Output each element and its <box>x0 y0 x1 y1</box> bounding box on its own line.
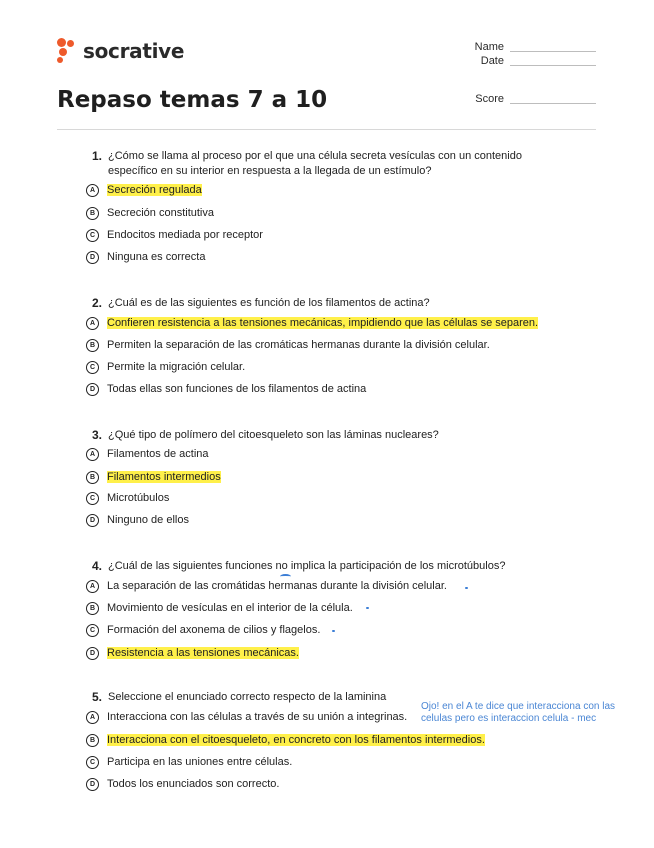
option-b[interactable] <box>86 732 485 748</box>
option-letter-badge: D <box>86 647 99 660</box>
option-letter-badge: B <box>86 207 99 220</box>
annotation-note <box>421 701 615 725</box>
handwritten-dot-mark <box>332 630 335 632</box>
option-text: Secreción regulada <box>107 184 202 196</box>
option-letter-badge: B <box>86 471 99 484</box>
handwritten-dot-mark <box>366 607 369 609</box>
option-letter-badge: D <box>86 778 99 791</box>
name-line[interactable] <box>510 51 596 52</box>
question-text: ¿Cuál es de las siguientes es función de los filamentos de actina? <box>108 297 430 309</box>
option-d[interactable] <box>86 645 299 661</box>
handwritten-dot-mark <box>465 587 468 589</box>
option-d[interactable] <box>86 249 205 265</box>
socrative-logo <box>57 38 184 64</box>
option-text: Microtúbulos <box>107 492 170 504</box>
question-number: 3. <box>91 428 102 442</box>
option-text: Movimiento de vesículas en el interior de la célula. <box>107 602 353 614</box>
option-letter-badge: D <box>86 383 99 396</box>
option-letter-badge: C <box>86 492 99 505</box>
option-text: Filamentos de actina <box>107 448 209 460</box>
question-number: 2. <box>91 296 102 310</box>
option-text: Confieren resistencia a las tensiones mecánicas, impidiendo que las células se separen. <box>107 317 539 329</box>
option-letter-badge: C <box>86 624 99 637</box>
option-c[interactable] <box>86 622 320 638</box>
option-text: Ninguna es correcta <box>107 251 206 263</box>
option-a[interactable] <box>86 578 447 594</box>
score-field[interactable] <box>462 93 596 105</box>
question-text-line: específico en su interior en respuesta a la llegada de un estímulo? <box>108 165 432 177</box>
option-letter-badge: C <box>86 756 99 769</box>
option-text: Todas ellas son funciones de los filamentos de actina <box>107 383 367 395</box>
header-divider <box>57 129 596 130</box>
question-text: ¿Cuál de las siguientes funciones no implica la participación de los microtúbulos? <box>108 560 506 572</box>
option-text: Secreción constitutiva <box>107 207 214 219</box>
option-a[interactable] <box>86 315 538 331</box>
option-text: Permite la migración celular. <box>107 361 246 373</box>
option-c[interactable] <box>86 359 245 375</box>
option-d[interactable] <box>86 381 366 397</box>
option-letter-badge: C <box>86 229 99 242</box>
option-letter-badge: B <box>86 339 99 352</box>
name-label: Name <box>474 41 504 53</box>
socrative-logo-icon <box>57 38 79 64</box>
brand-name: socrative <box>83 39 185 63</box>
page-title: Repaso temas 7 a 10 <box>57 87 328 113</box>
option-letter-badge: A <box>86 184 99 197</box>
score-line[interactable] <box>510 103 596 104</box>
option-letter-badge: A <box>86 711 99 724</box>
option-text: Filamentos intermedios <box>107 471 221 483</box>
option-a[interactable] <box>86 709 407 725</box>
option-text: Participa en las uniones entre células. <box>107 756 293 768</box>
option-letter-badge: D <box>86 251 99 264</box>
option-text: Formación del axonema de cilios y flagelos. <box>107 624 321 636</box>
option-letter-badge: B <box>86 602 99 615</box>
question-text: ¿Qué tipo de polímero del citoesqueleto son las láminas nucleares? <box>108 429 439 441</box>
option-text: Interacciona con las células a través de su unión a integrinas. <box>107 711 408 723</box>
score-label: Score <box>475 93 504 105</box>
question-number: 1. <box>91 149 102 163</box>
option-c[interactable] <box>86 490 169 506</box>
option-b[interactable] <box>86 600 353 616</box>
option-text: Permiten la separación de las cromáticas hermanas durante la división celular. <box>107 339 490 351</box>
option-a[interactable] <box>86 446 209 462</box>
question-text <box>108 149 522 179</box>
date-field[interactable] <box>462 55 596 67</box>
option-a[interactable] <box>86 182 202 198</box>
question-number: 4. <box>91 559 102 573</box>
annotation-note-line: Ojo! en el A te dice que interacciona con las <box>421 701 616 712</box>
option-letter-badge: A <box>86 448 99 461</box>
question-text-line: ¿Cómo se llama al proceso por el que una célula secreta vesículas con un contenido <box>108 150 522 162</box>
option-text: Endocitos mediada por receptor <box>107 229 263 241</box>
name-field[interactable] <box>462 41 596 53</box>
annotation-note-line: celulas pero es interaccion celula - mec <box>421 713 597 724</box>
option-b[interactable] <box>86 205 214 221</box>
option-text: Resistencia a las tensiones mecánicas. <box>107 647 299 659</box>
option-b[interactable] <box>86 469 221 485</box>
option-letter-badge: C <box>86 361 99 374</box>
option-text: La separación de las cromátidas hermanas durante la división celular. <box>107 580 447 592</box>
option-d[interactable] <box>86 512 189 528</box>
option-d[interactable] <box>86 776 279 792</box>
date-label: Date <box>480 55 504 67</box>
option-letter-badge: A <box>86 580 99 593</box>
option-c[interactable] <box>86 754 292 770</box>
option-letter-badge: D <box>86 514 99 527</box>
question-text: Seleccione el enunciado correcto respecto de la laminina <box>108 691 387 703</box>
option-b[interactable] <box>86 337 490 353</box>
option-text: Ninguno de ellos <box>107 514 189 526</box>
option-text: Interacciona con el citoesqueleto, en concreto con los filamentos intermedios. <box>107 734 485 746</box>
option-letter-badge: A <box>86 317 99 330</box>
option-letter-badge: B <box>86 734 99 747</box>
option-c[interactable] <box>86 227 263 243</box>
date-line[interactable] <box>510 65 596 66</box>
option-text: Todos los enunciados son correcto. <box>107 778 280 790</box>
question-number: 5. <box>91 690 102 704</box>
